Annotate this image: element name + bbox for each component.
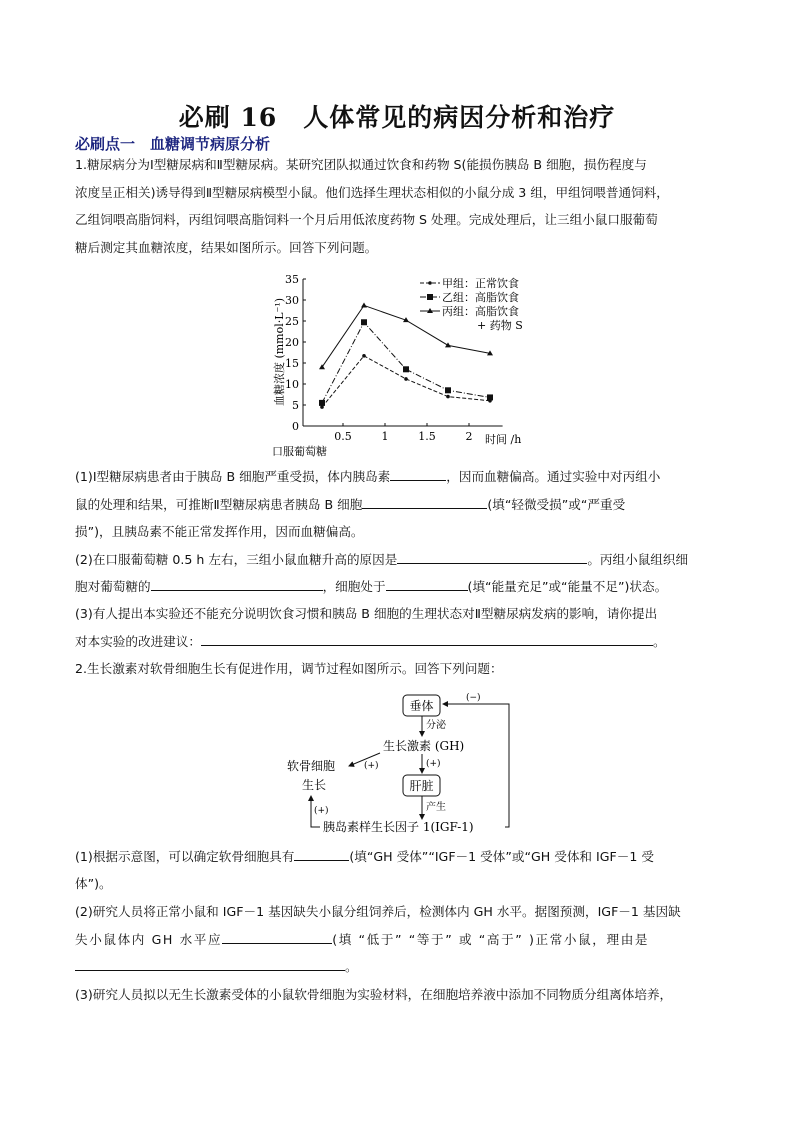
gh-label: 生长激素 (GH) <box>383 739 465 753</box>
liver-label: 肝脏 <box>409 779 434 793</box>
y-tick-label: 15 <box>285 357 299 370</box>
page-title: 必刷 16 人体常见的病因分析和治疗 <box>178 103 616 132</box>
legend-label: 乙组：高脂饮食 <box>442 291 519 304</box>
section-heading: 必刷点一 血糖调节病原分析 <box>75 135 271 153</box>
minus-label: (−) <box>466 693 481 703</box>
y-tick-label: 10 <box>285 378 299 391</box>
text: (填“能量充足”或“能量不足”)状态。 <box>467 579 668 594</box>
text: 失小鼠体内 GH 水平应 <box>75 932 223 947</box>
y-tick-label: 0 <box>292 420 299 433</box>
plus-label: (+) <box>364 761 379 771</box>
legend-label: 甲组：正常饮食 <box>442 277 519 290</box>
growth-label: 生长 <box>302 778 327 792</box>
text: (填“GH 受体”“IGF－1 受体”或“GH 受体和 IGF－1 受 <box>349 849 654 864</box>
text: (1)根据示意图，可以确定软骨细胞具有 <box>75 849 295 864</box>
text: 。丙组小鼠组织细 <box>587 552 689 567</box>
plus-label: (+) <box>426 759 441 769</box>
y-tick-label: 25 <box>285 315 299 328</box>
y-tick-label: 30 <box>285 294 299 307</box>
text: 对本实验的改进建议： <box>75 634 201 649</box>
y-axis-label: 血糖浓度 (mmol·L⁻¹) <box>273 297 286 407</box>
q2-part1-line2: 体”)。 <box>75 876 112 891</box>
q2-part2-line3 <box>75 958 358 976</box>
q1-part1-line3: 损”)，且胰岛素不能正常发挥作用，因而血糖偏高。 <box>75 524 364 539</box>
feedback-arrow <box>443 704 509 827</box>
text: (2)在口服葡萄糖 0.5 h 左右，三组小鼠血糖升高的原因是 <box>75 552 398 567</box>
text: 。 <box>652 634 666 649</box>
text: 胞对葡萄糖的 <box>75 579 151 594</box>
q1-stem-line: 糖后测定其血糖浓度，结果如图所示。回答下列问题。 <box>75 240 378 255</box>
pituitary-label: 垂体 <box>409 699 434 713</box>
y-tick-label: 20 <box>285 336 299 349</box>
text: (填“轻微受损”或“严重受 <box>487 497 626 512</box>
y-tick-label: 5 <box>292 399 299 412</box>
x-axis-label: 时间 /h <box>485 433 522 446</box>
plus-label: (+) <box>314 806 329 816</box>
text: ，因而血糖偏高。通过实验中对丙组小 <box>446 469 661 484</box>
q1-stem-line: 乙组饲喂高脂饲料，丙组饲喂高脂饲料一个月后用低浓度药物 S 处理。完成处理后，让三组小鼠口服葡萄 <box>75 212 658 227</box>
q2-part2-line1: (2)研究人员将正常小鼠和 IGF－1 基因缺失小鼠分组饲养后，检测体内 GH 水平。据图预测，IGF－1 基因缺 <box>75 904 681 919</box>
x-tick-label: 1 <box>381 430 389 443</box>
produce-label: 产生 <box>426 802 446 813</box>
text: (1)Ⅰ型糖尿病患者由于胰岛 B 细胞严重受损，体内胰岛素 <box>75 469 391 484</box>
igf-label: 胰岛素样生长因子 1(IGF-1) <box>323 820 474 834</box>
q1-stem-line: 浓度呈正相关)诱导得到Ⅱ型糖尿病模型小鼠。他们选择生理状态相似的小鼠分成 3 组，甲组饲喂普通饲料， <box>75 185 669 200</box>
q2-part3-line1: (3)研究人员拟以无生长激素受体的小鼠软骨细胞为实验材料，在细胞培养液中添加不同物质分组离体培养， <box>75 987 673 1002</box>
x-tick-label: 1.5 <box>418 430 436 443</box>
q2-part2-line2 <box>75 931 649 949</box>
answer-blank[interactable] <box>294 848 349 861</box>
legend-label: 丙组：高脂饮食 <box>442 305 519 318</box>
text: 鼠的处理和结果，可推断Ⅱ型糖尿病患者胰岛 B 细胞 <box>75 497 363 512</box>
answer-blank[interactable] <box>75 958 345 971</box>
x-tick-label: 0.5 <box>334 430 352 443</box>
cartilage-label: 软骨细胞 <box>287 759 336 773</box>
text: (填 “低于” “等于” 或 “高于” )正常小鼠，理由是 <box>332 932 650 947</box>
y-tick-label: 35 <box>285 273 299 286</box>
x-tick-label: 2 <box>465 430 473 443</box>
q2-part1-line1 <box>75 848 654 866</box>
q1-part3-line1: (3)有人提出本实验还不能充分说明饮食习惯和胰岛 B 细胞的生理状态对Ⅱ型糖尿病发病的影响，请你提出 <box>75 606 658 621</box>
answer-blank[interactable] <box>222 931 332 944</box>
legend-label: + 药物 S <box>477 319 523 332</box>
text: ，细胞处于 <box>322 579 386 594</box>
q1-stem-line: 1.糖尿病分为Ⅰ型糖尿病和Ⅱ型糖尿病。某研究团队拟通过饮食和药物 S(能损伤胰岛 B 细胞，损伤程度与 <box>75 157 647 172</box>
x-origin-label: 口服葡萄糖 <box>272 445 327 458</box>
q2-stem: 2.生长激素对软骨细胞生长有促进作用，调节过程如图所示。回答下列问题： <box>75 661 503 676</box>
text: 。 <box>345 959 358 974</box>
secrete-label: 分泌 <box>426 720 446 731</box>
